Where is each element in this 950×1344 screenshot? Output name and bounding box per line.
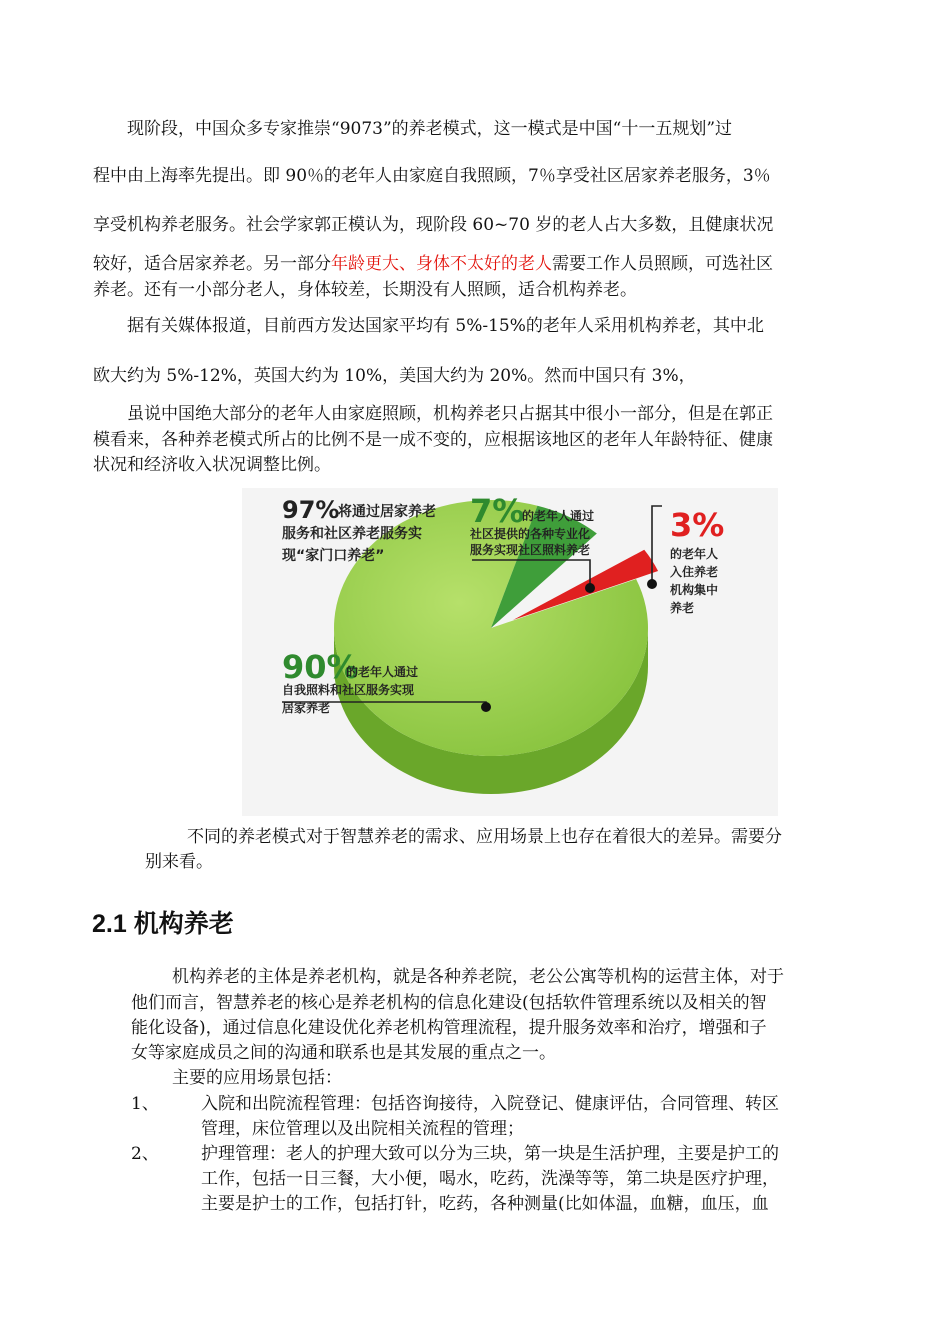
list-item-2-line-1: 护理管理：老人的护理大致可以分为三块，第一块是生活护理，主要是护工的	[201, 1144, 779, 1164]
p2-line-2: 欧大约为 5%-12%，英国大约为 10%，美国大约为 20%。然而中国只有 3%，	[93, 366, 696, 386]
list-item-2-line-3: 主要是护士的工作，包括打针，吃药，各种测量(比如体温，血糖，血压，血	[201, 1194, 769, 1214]
list-number: 1、	[131, 1094, 159, 1114]
label-3-text: 入住养老	[670, 565, 719, 579]
label-97-text: 现“家门口养老”	[282, 548, 385, 564]
p6-line: 主要的应用场景包括：	[172, 1068, 342, 1088]
p5-line-1: 机构养老的主体是养老机构，就是各种养老院，老公公寓等机构的运营主体，对于	[172, 967, 784, 987]
list-item-1-line-2: 管理，床位管理以及出院相关流程的管理；	[201, 1119, 524, 1139]
p1-line-4	[93, 253, 773, 275]
p5-line-2: 他们而言，智慧养老的核心是养老机构的信息化建设(包括软件管理系统以及相关的智	[131, 993, 767, 1013]
label-7-text: 社区提供的各种专业化	[470, 527, 591, 541]
label-3-text: 机构集中	[670, 583, 719, 597]
list-number: 2、	[131, 1144, 159, 1164]
list-item-2-line-2: 工作，包括一日三餐，大小便，喝水，吃药，洗澡等等，第二块是医疗护理，	[201, 1169, 779, 1189]
highlighted-text: 年龄更大、身体不太好的老人	[331, 254, 552, 274]
pie-chart	[242, 488, 778, 816]
label-90-pct: 90%	[282, 648, 359, 686]
label-7-dot	[585, 583, 595, 593]
p4-line-1: 不同的养老模式对于智慧养老的需求、应用场景上也存在着很大的差异。需要分	[187, 827, 782, 847]
label-7-text: 的老年人通过	[522, 509, 595, 523]
label-7-pct: 7%	[470, 492, 525, 530]
label-90-dot	[481, 702, 491, 712]
p1-line-5: 养老。还有一小部分老人，身体较差，长期没有人照顾，适合机构养老。	[93, 280, 637, 300]
label-3-pct: 3%	[670, 506, 725, 544]
p2-line-1: 据有关媒体报道，目前西方发达国家平均有 5%-15%的老年人采用机构养老，其中北	[127, 316, 764, 336]
label-7-text: 服务实现社区照料养老	[470, 543, 591, 557]
label-90-text: 居家养老	[282, 701, 331, 715]
p5-line-4: 女等家庭成员之间的沟通和联系也是其发展的重点之一。	[131, 1043, 556, 1063]
p3-line-3: 状况和经济收入状况调整比例。	[93, 455, 331, 475]
p3-line-1: 虽说中国绝大部分的老年人由家庭照顾，机构养老只占据其中很小一部分，但是在郭正	[127, 404, 773, 424]
label-3-dot	[647, 579, 657, 589]
p1-line-2: 程中由上海率先提出。即 90％的老年人由家庭自我照顾，7％享受社区居家养老服务，3％	[93, 166, 771, 186]
label-3-text: 养老	[670, 601, 695, 615]
label-97-text: 服务和社区养老服务实	[282, 526, 422, 542]
p5-line-3: 能化设备)，通过信息化建设优化养老机构管理流程，提升服务效率和治疗，增强和子	[131, 1018, 767, 1038]
p4-line-2: 别来看。	[145, 852, 213, 872]
section-heading: 2.1 机构养老	[92, 910, 234, 938]
list-item-1-line-1: 入院和出院流程管理：包括咨询接待，入院登记、健康评估，合同管理、转区	[201, 1094, 779, 1114]
pie-chart-svg	[242, 488, 778, 816]
p3-line-2: 模看来，各种养老模式所占的比例不是一成不变的，应根据该地区的老年人年龄特征、健康	[93, 430, 773, 450]
label-97-text: 将通过居家养老	[338, 504, 436, 520]
label-90-text: 自我照料和社区服务实现	[282, 683, 415, 697]
label-3-text: 的老年人	[670, 547, 719, 561]
p1-line-4-a: 较好，适合居家养老。另一部分	[93, 254, 331, 274]
p1-line-3: 享受机构养老服务。社会学家郭正模认为，现阶段 60~70 岁的老人占大多数，且健康状况	[93, 215, 774, 235]
p1-line-1: 现阶段，中国众多专家推崇“9073”的养老模式，这一模式是中国“十一五规划”过	[127, 119, 733, 139]
p1-line-4-b: 需要工作人员照顾，可选社区	[552, 254, 773, 274]
label-97-pct: 97%	[282, 496, 340, 524]
label-90-text: 的老年人通过	[346, 665, 419, 679]
